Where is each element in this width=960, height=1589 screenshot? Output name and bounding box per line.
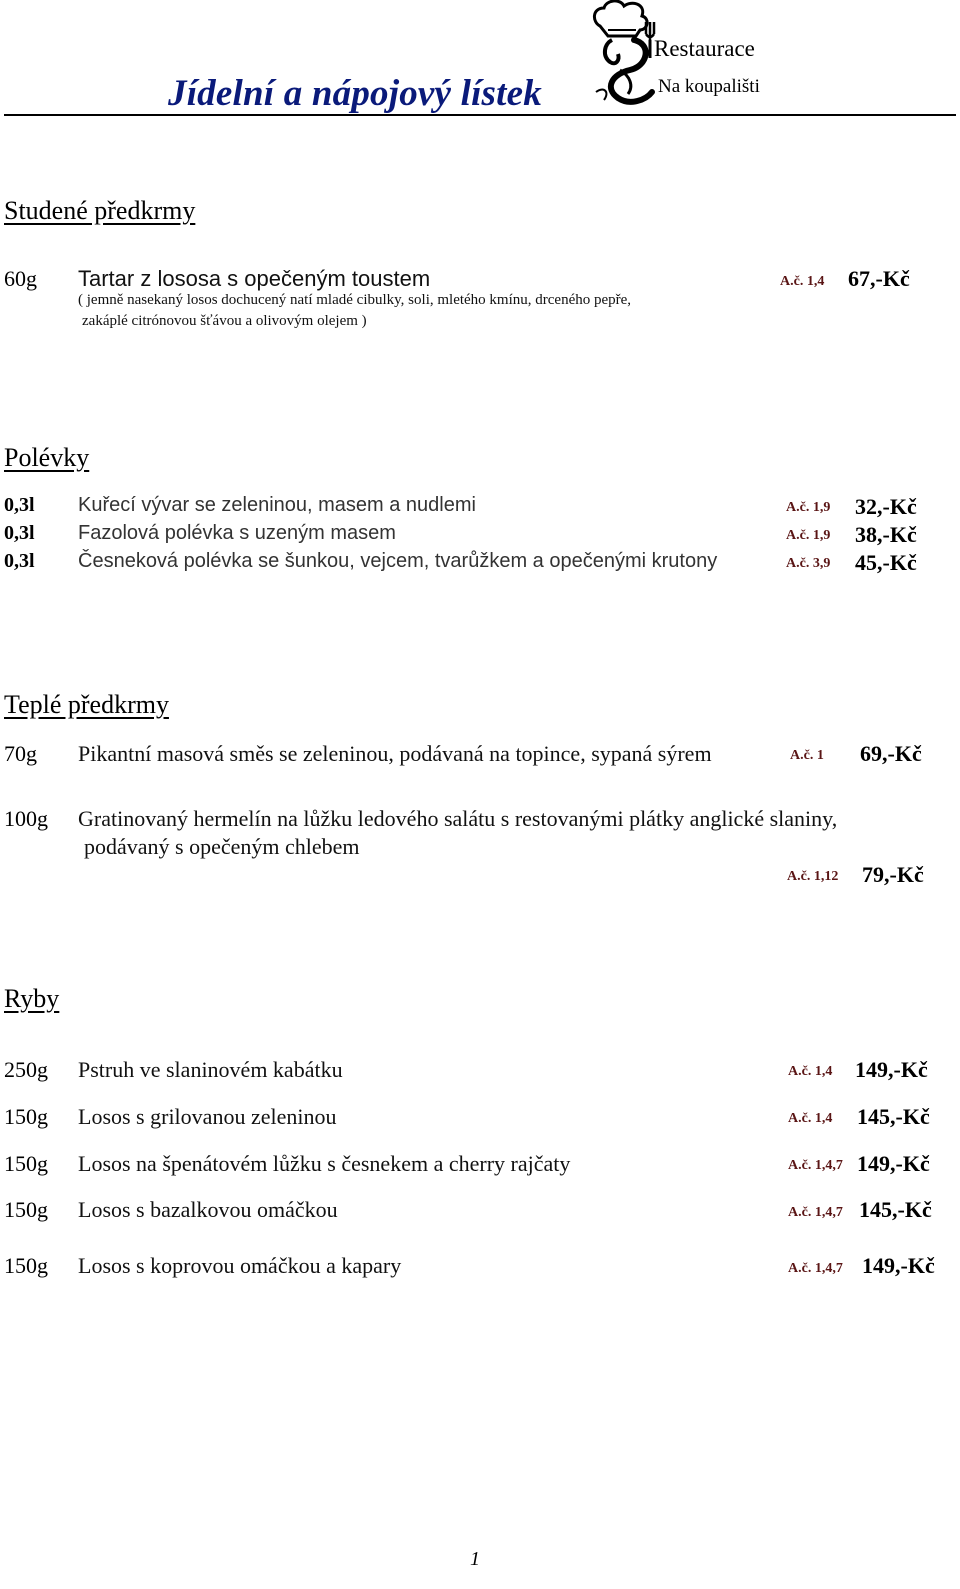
- item-allergens: A.č. 3,9: [786, 556, 831, 571]
- item-description: zakáplé citrónovou šťávou a olivovým olejem ): [82, 313, 367, 329]
- item-qty: 70g: [4, 741, 37, 766]
- item-allergens: A.č. 1,9: [786, 500, 831, 515]
- item-qty: 150g: [4, 1253, 48, 1278]
- item-qty: 150g: [4, 1104, 48, 1129]
- item-name: Česneková polévka se šunkou, vejcem, tvarůžkem a opečenými krutony: [78, 550, 718, 572]
- item-qty: 60g: [4, 266, 37, 291]
- item-price: 79,-Kč: [862, 862, 924, 887]
- item-price: 145,-Kč: [857, 1104, 930, 1129]
- item-name: Losos na špenátovém lůžku s česnekem a cherry rajčaty: [78, 1151, 571, 1176]
- item-name: Kuřecí vývar se zeleninou, masem a nudlemi: [78, 494, 476, 516]
- item-name: Pikantní masová směs se zeleninou, podávaná na topince, sypaná sýrem: [78, 741, 712, 766]
- item-price: 149,-Kč: [862, 1253, 935, 1278]
- item-name: Losos s koprovou omáčkou a kapary: [78, 1253, 402, 1278]
- item-price: 45,-Kč: [855, 550, 917, 575]
- section-title-polevky: Polévky: [4, 443, 90, 472]
- item-allergens: A.č. 1,4: [788, 1064, 833, 1079]
- item-price: 69,-Kč: [860, 741, 922, 766]
- item-name: Pstruh ve slaninovém kabátku: [78, 1057, 343, 1082]
- header-rule: [4, 114, 956, 116]
- section-title-studene: Studené předkrmy: [4, 196, 196, 225]
- logo-text-restaurace: Restaurace: [654, 36, 755, 61]
- item-qty: 0,3l: [4, 522, 35, 544]
- item-price: 67,-Kč: [848, 266, 910, 291]
- section-title-teple: Teplé předkrmy: [4, 690, 169, 719]
- item-allergens: A.č. 1: [790, 748, 824, 763]
- item-name: Gratinovaný hermelín na lůžku ledového salátu s restovanými plátky anglické slaniny,: [78, 806, 838, 831]
- item-name: Losos s grilovanou zeleninou: [78, 1104, 337, 1129]
- item-qty: 150g: [4, 1151, 48, 1176]
- item-price: 32,-Kč: [855, 494, 917, 519]
- logo-text-name: Na koupališti: [658, 76, 760, 97]
- section-title-ryby: Ryby: [4, 984, 60, 1013]
- item-allergens: A.č. 1,4,7: [788, 1158, 843, 1173]
- item-price: 149,-Kč: [855, 1057, 928, 1082]
- item-qty: 0,3l: [4, 494, 35, 516]
- item-qty: 0,3l: [4, 550, 35, 572]
- page-title: Jídelní a nápojový lístek: [168, 73, 542, 114]
- item-price: 38,-Kč: [855, 522, 917, 547]
- item-name-continued: podávaný s opečeným chlebem: [84, 834, 360, 859]
- page-number: 1: [470, 1548, 480, 1570]
- item-allergens: A.č. 1,4: [788, 1111, 833, 1126]
- item-price: 145,-Kč: [859, 1197, 932, 1222]
- item-name: Losos s bazalkovou omáčkou: [78, 1197, 338, 1222]
- item-allergens: A.č. 1,9: [786, 528, 831, 543]
- item-qty: 100g: [4, 806, 48, 831]
- item-qty: 150g: [4, 1197, 48, 1222]
- item-description: ( jemně nasekaný losos dochucený natí mladé cibulky, soli, mletého kmínu, drceného pepře,: [78, 292, 632, 308]
- item-allergens: A.č. 1,12: [787, 869, 839, 884]
- item-name: Fazolová polévka s uzeným masem: [78, 522, 396, 544]
- item-allergens: A.č. 1,4,7: [788, 1261, 843, 1276]
- item-qty: 250g: [4, 1057, 48, 1082]
- item-name: Tartar z lososa s opečeným toustem: [78, 266, 431, 291]
- item-price: 149,-Kč: [857, 1151, 930, 1176]
- item-allergens: A.č. 1,4,7: [788, 1205, 843, 1220]
- item-allergens: A.č. 1,4: [780, 274, 825, 289]
